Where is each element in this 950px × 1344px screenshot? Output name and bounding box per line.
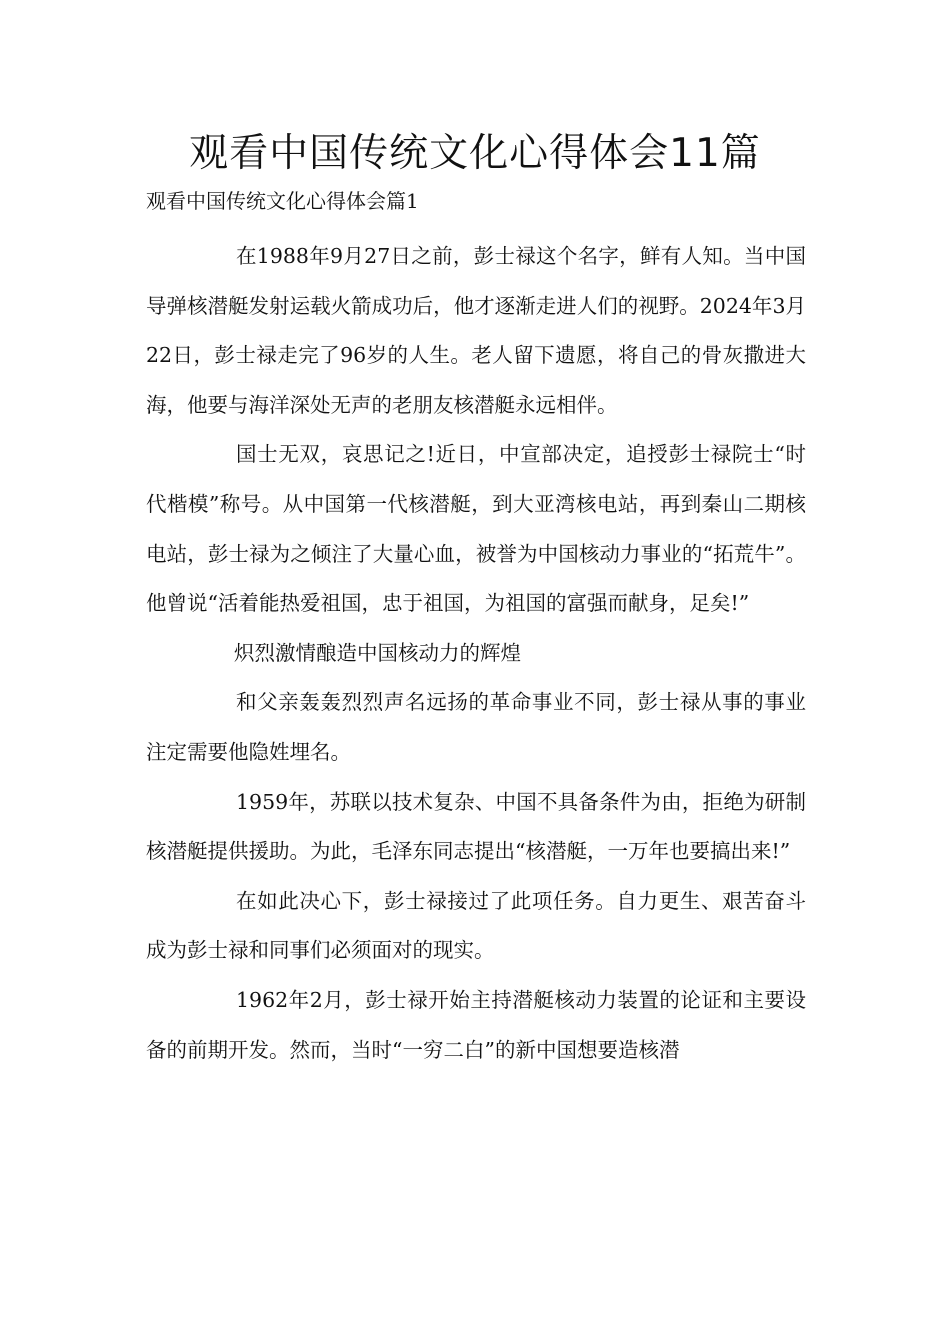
document-subtitle: 观看中国传统文化心得体会篇1 bbox=[146, 189, 419, 213]
paragraph-2: 国士无双，哀思记之!近日，中宣部决定，追授彭士禄院士“时代楷模”称号。从中国第一代核潜艇，到大亚湾核电站，再到秦山二期核电站，彭士禄为之倾注了大量心血，被誉为中国核动力事业的“拓荒牛”。他曾说“活着能热爱祖国，忠于祖国，为祖国的富强而献身，足矣!” bbox=[146, 442, 806, 616]
paragraph-1: 在1988年9月27日之前，彭士禄这个名字，鲜有人知。当中国导弹核潜艇发射运载火箭成功后，他才逐渐走进人们的视野。2024年3月22日，彭士禄走完了96岁的人生。老人留下遗愿，将自己的骨灰撒进大海，他要与海洋深处无声的老朋友核潜艇永远相伴。 bbox=[146, 244, 806, 417]
paragraph-6: 1962年2月，彭士禄开始主持潜艇核动力装置的论证和主要设备的前期开发。然而，当时“一穷二白”的新中国想要造核潜 bbox=[146, 987, 806, 1062]
paragraph-5: 在如此决心下，彭士禄接过了此项任务。自力更生、艰苦奋斗成为彭士禄和同事们必须面对的现实。 bbox=[146, 888, 806, 963]
document-body bbox=[146, 232, 806, 1075]
section-heading: 炽烈激情酿造中国核动力的辉煌 bbox=[234, 640, 521, 665]
paragraph-3: 和父亲轰轰烈烈声名远扬的革命事业不同，彭士禄从事的事业注定需要他隐姓埋名。 bbox=[146, 690, 806, 764]
document-title: 观看中国传统文化心得体会11篇 bbox=[189, 131, 761, 176]
paragraph-4: 1959年，苏联以技术复杂、中国不具备条件为由，拒绝为研制核潜艇提供援助。为此，毛泽东同志提出“核潜艇，一万年也要搞出来!” bbox=[146, 789, 806, 864]
